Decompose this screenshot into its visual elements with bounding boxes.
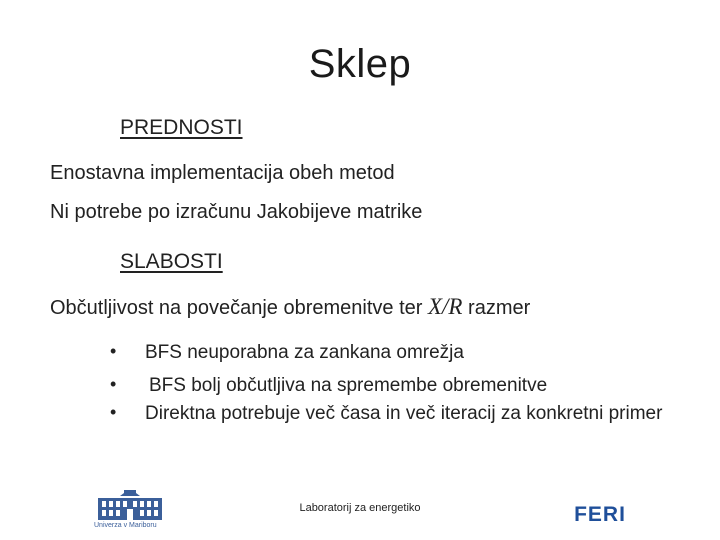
cons-heading: SLABOSTI (120, 250, 223, 273)
bullet-dot-icon: • (110, 374, 117, 394)
cons-bullet-1 (0, 341, 720, 371)
cons-intro (50, 294, 530, 320)
cons-intro-math: X/R (427, 294, 463, 319)
feri-logo (562, 502, 638, 524)
university-logo-caption: Univerza v Mariboru (94, 522, 157, 529)
footer-lab-name: Laboratorij za energetiko (299, 502, 421, 514)
bullet-dot-icon: • (110, 341, 117, 361)
cons-bullet-3 (0, 402, 720, 452)
pros-item-2: Ni potrebe po izračunu Jakobijeve matrike (50, 201, 423, 223)
cons-bullet-2 (0, 374, 720, 404)
cons-intro-prefix: Občutljivost na povečanje obremenitve ter (50, 297, 423, 319)
slide-title: Sklep (308, 42, 412, 86)
pros-item-1: Enostavna implementacija obeh metod (50, 162, 395, 184)
cons-bullet-text: BFS neuporabna za zankana omrežja (145, 342, 464, 363)
cons-bullet-text: BFS bolj občutljiva na spremembe obremenitve (149, 375, 548, 396)
bullet-dot-icon: • (110, 402, 117, 422)
cons-intro-suffix: razmer (468, 297, 531, 319)
cons-bullet-text: Direktna potrebuje več časa in več iteracij za konkretni primer (145, 403, 663, 424)
pros-heading: PREDNOSTI (120, 116, 243, 139)
feri-logo-text: FERI (574, 503, 626, 524)
